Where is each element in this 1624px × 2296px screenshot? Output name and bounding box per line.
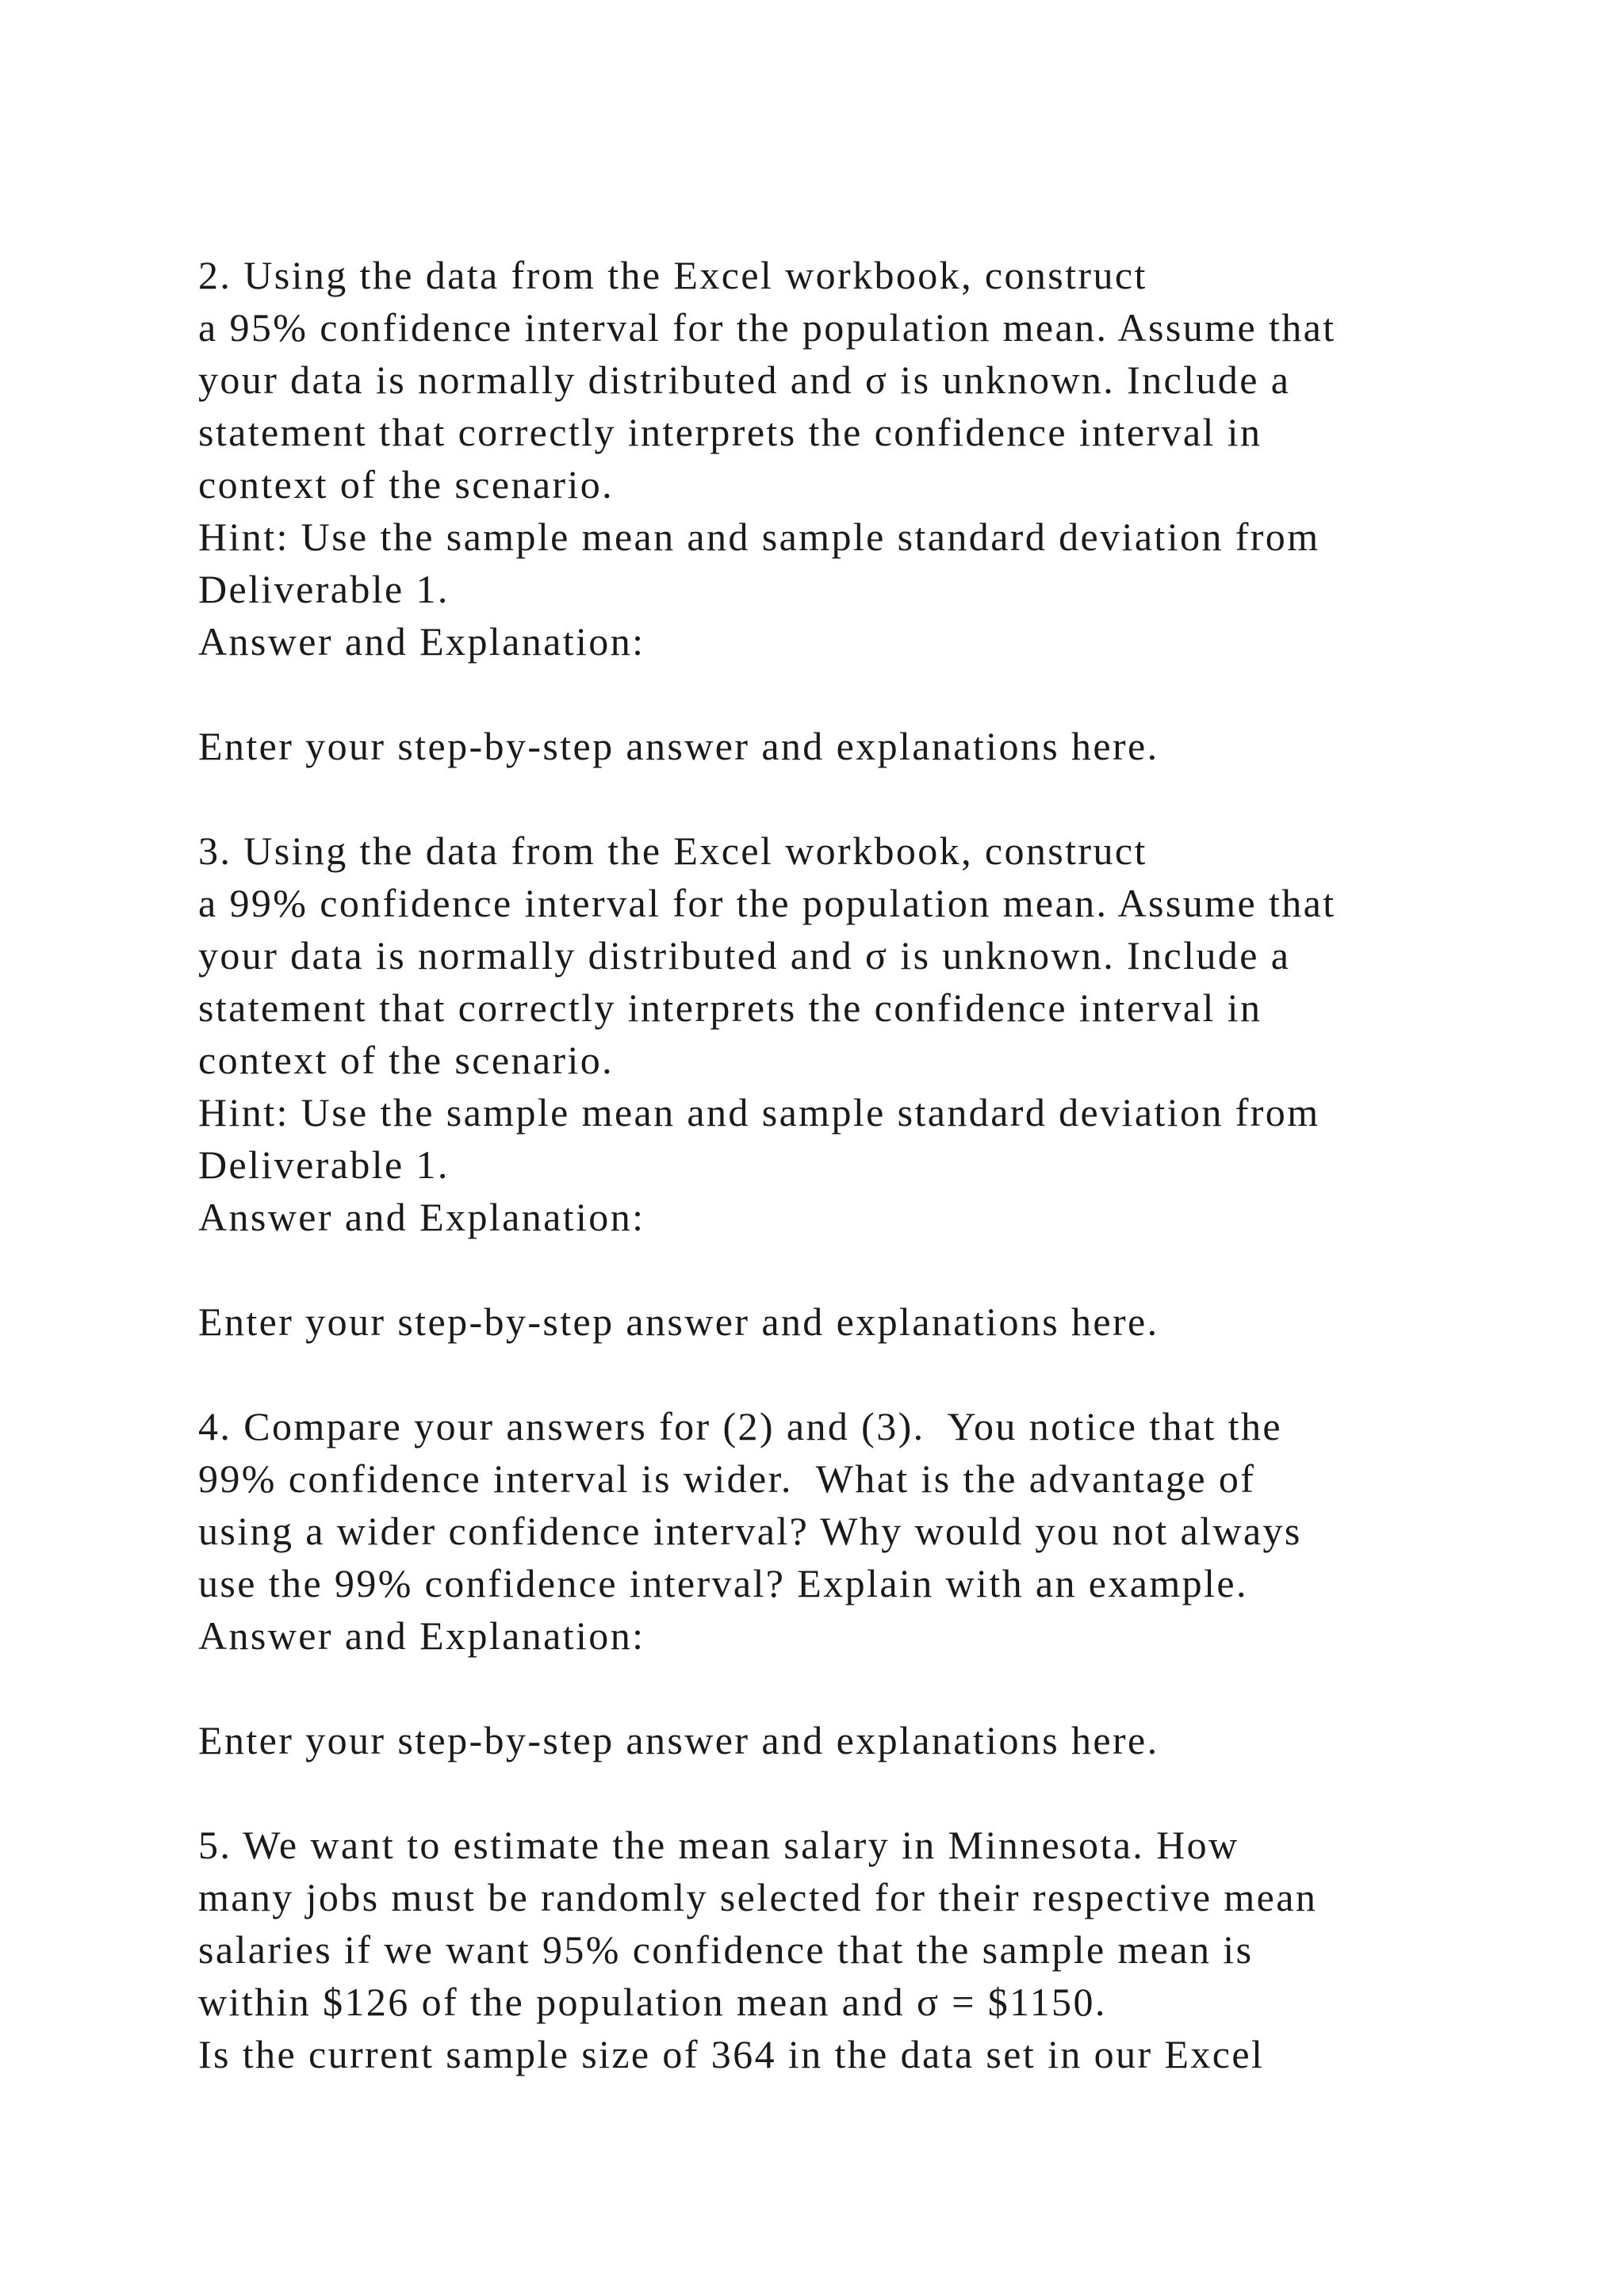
question-line: 4. Compare your answers for (2) and (3). You notice that the	[198, 1404, 1282, 1448]
hint-line: Hint: Use the sample mean and sample standard deviation from	[198, 1090, 1320, 1135]
question-line: within $126 of the population mean and σ = $1150.	[198, 1980, 1107, 2024]
question-line: 3. Using the data from the Excel workbook, construct	[198, 828, 1147, 873]
question-5	[198, 1819, 1546, 2080]
question-2	[198, 249, 1546, 825]
answer-placeholder[interactable]: Enter your step-by-step answer and explanations here.	[198, 1299, 1159, 1344]
question-line: use the 99% confidence interval? Explain with an example.	[198, 1561, 1248, 1605]
spacer	[198, 772, 1546, 825]
question-line: 5. We want to estimate the mean salary in Minnesota. How	[198, 1823, 1239, 1867]
answer-heading: Answer and Explanation:	[198, 619, 645, 664]
question-4	[198, 1400, 1546, 1819]
spacer	[198, 1348, 1546, 1400]
question-line: a 95% confidence interval for the population mean. Assume that	[198, 305, 1336, 350]
question-3	[198, 825, 1546, 1400]
question-line: Is the current sample size of 364 in the data set in our Excel	[198, 2032, 1265, 2076]
question-line: 2. Using the data from the Excel workbook, construct	[198, 253, 1147, 297]
question-line: many jobs must be randomly selected for their respective mean	[198, 1875, 1318, 1919]
hint-line: Deliverable 1.	[198, 567, 450, 611]
answer-heading: Answer and Explanation:	[198, 1613, 645, 1658]
question-line: your data is normally distributed and σ is unknown. Include a	[198, 358, 1291, 402]
question-line: using a wider confidence interval? Why would you not always	[198, 1509, 1302, 1553]
hint-line: Deliverable 1.	[198, 1142, 450, 1187]
answer-placeholder[interactable]: Enter your step-by-step answer and explanations here.	[198, 1718, 1159, 1762]
question-line: salaries if we want 95% confidence that the sample mean is	[198, 1927, 1254, 1972]
spacer	[198, 1662, 1546, 1714]
answer-placeholder[interactable]: Enter your step-by-step answer and explanations here.	[198, 724, 1159, 768]
hint-line: Hint: Use the sample mean and sample standard deviation from	[198, 515, 1320, 559]
answer-heading: Answer and Explanation:	[198, 1195, 645, 1239]
spacer	[198, 1766, 1546, 1819]
document-page	[198, 249, 1546, 2080]
question-line: your data is normally distributed and σ is unknown. Include a	[198, 933, 1291, 978]
question-line: statement that correctly interprets the confidence interval in	[198, 410, 1262, 454]
question-line: statement that correctly interprets the confidence interval in	[198, 985, 1262, 1030]
question-line: 99% confidence interval is wider. What is the advantage of	[198, 1456, 1256, 1501]
spacer	[198, 1243, 1546, 1295]
question-line: context of the scenario.	[198, 1038, 615, 1082]
question-line: context of the scenario.	[198, 462, 615, 507]
spacer	[198, 668, 1546, 720]
question-line: a 99% confidence interval for the population mean. Assume that	[198, 881, 1336, 925]
